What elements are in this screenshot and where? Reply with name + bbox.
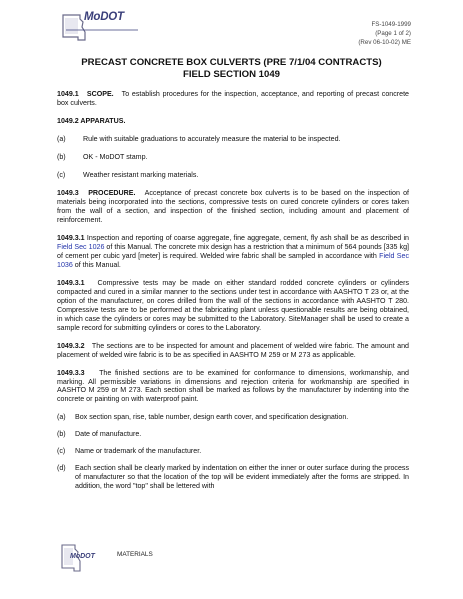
item-label: (d) bbox=[57, 464, 66, 473]
section-1049-3-1-compressive bbox=[57, 279, 409, 332]
item-text: OK - MoDOT stamp. bbox=[83, 153, 148, 162]
section-number: 1049.3 bbox=[57, 189, 79, 198]
section-text: of this Manual. The concrete mix design has a restriction that a minimum of 564 pounds [335 kg] of cement per cubic yard [meter] is required. Welded wire fabric shall be sampled in accordance with bbox=[57, 243, 409, 260]
section-number: 1049.1 bbox=[57, 90, 79, 98]
section-text: Acceptance of precast concrete box culverts is to be based on the inspection of materials being incorporated into the sections, compressive tests on cured concrete cylinders or cores taken from the wall of a section, and inspection of the finished section, including amount and placement of reinforcement. bbox=[57, 189, 409, 225]
marking-item bbox=[57, 464, 409, 491]
document-title bbox=[30, 57, 433, 80]
page-info: (Page 1 of 2) bbox=[375, 30, 411, 37]
logo-text: MoDOT bbox=[84, 11, 124, 23]
item-text: Name or trademark of the manufacturer. bbox=[75, 447, 202, 456]
title-line-1: PRECAST CONCRETE BOX CULVERTS (PRE 7/1/04 CONTRACTS) bbox=[81, 57, 382, 68]
item-label: (c) bbox=[57, 171, 66, 180]
section-number: 1049.3.1 bbox=[57, 279, 85, 287]
section-1049-2-heading: 1049.2 APPARATUS. bbox=[57, 117, 126, 125]
section-1049-3 bbox=[57, 189, 409, 225]
footer-modot-logo bbox=[60, 541, 106, 577]
item-label: (a) bbox=[57, 135, 66, 144]
item-text: Box section span, rise, table number, design earth cover, and specification designation. bbox=[75, 413, 349, 422]
title-line-2: FIELD SECTION 1049 bbox=[182, 68, 281, 80]
marking-item bbox=[57, 447, 409, 456]
apparatus-item bbox=[57, 135, 409, 144]
section-1049-3-2 bbox=[57, 342, 409, 360]
revision-date: (Rev 06-10-02) ME bbox=[358, 39, 411, 46]
document-reference bbox=[358, 20, 411, 47]
section-number: 1049.3.1 bbox=[57, 234, 85, 243]
section-text: The sections are to be inspected for amount and placement of welded wire fabric. The amount and placement of welded wire fabric is to be as specified in AASHTO M 259 or M 273 as applicable. bbox=[57, 341, 409, 359]
item-label: (b) bbox=[57, 430, 66, 439]
section-1049-1 bbox=[57, 90, 409, 108]
item-text: Date of manufacture. bbox=[75, 430, 142, 439]
item-label: (c) bbox=[57, 447, 66, 456]
item-label: (a) bbox=[57, 413, 66, 422]
section-text: Compressive tests may be made on either standard rodded concrete cylinders or cylinders compacted and cured in a similar manner to the sections under test in accordance with AASHTO T 23 or, at the option of the manufacturer, on cores drilled from the wall of the sections in accordance with AASHTO T 280. Compressive tests are to be performed at the fabricating plant unless questionable results are being obtained, in which case the cylinders or cores may be submitted to the Laboratory. SiteManager shall be used to create a sample record for submitting cylinders or cores to the Laboratory. bbox=[57, 279, 409, 332]
apparatus-item bbox=[57, 171, 409, 180]
item-text: Rule with suitable graduations to accurately measure the material to be inspected. bbox=[83, 135, 341, 144]
document-body bbox=[57, 90, 409, 499]
marking-item bbox=[57, 413, 409, 422]
footer-logo-text: MoDOT bbox=[70, 553, 95, 560]
section-text: Inspection and reporting of coarse aggregate, fine aggregate, cement, fly ash shall be as described in bbox=[86, 234, 409, 243]
section-text: of this Manual. bbox=[74, 260, 121, 269]
form-number: FS-1049-1999 bbox=[371, 21, 411, 28]
section-number: 1049.3.2 bbox=[57, 341, 85, 350]
section-heading: PROCEDURE. bbox=[88, 189, 136, 198]
footer-label: MATERIALS bbox=[117, 551, 153, 558]
section-number: 1049.3.3 bbox=[57, 368, 85, 377]
apparatus-item bbox=[57, 153, 409, 162]
section-text: To establish procedures for the inspection, acceptance, and reporting of precast concrete box culverts. bbox=[57, 90, 409, 107]
item-label: (b) bbox=[57, 153, 66, 162]
field-sec-1026-link[interactable]: Field Sec 1026 bbox=[57, 243, 105, 252]
section-text: The finished sections are to be examined for conformance to dimensions, workmanship, and marking. All permissible variations in dimensions and rejection criteria for workmanship are specified in AASHTO M 259 or M 273. Each section shall be marked as follows by the manufacturer by indenting into the concrete or painting on with waterproof paint. bbox=[57, 368, 409, 404]
section-1049-3-3 bbox=[57, 369, 409, 405]
marking-item bbox=[57, 430, 409, 439]
item-text: Weather resistant marking materials. bbox=[83, 171, 199, 180]
section-heading: SCOPE. bbox=[86, 90, 114, 98]
item-text: Each section shall be clearly marked by indentation on either the inner or outer surface during the process of manufacturer so that the location of the top will be evident immediately after the forms are stripped. In addition, the word "top" shall be lettered with bbox=[75, 464, 409, 490]
modot-logo bbox=[60, 10, 140, 44]
field-sec-1036-link[interactable]: Field Sec 1036 bbox=[57, 252, 409, 269]
section-1049-3-1 bbox=[57, 234, 409, 270]
